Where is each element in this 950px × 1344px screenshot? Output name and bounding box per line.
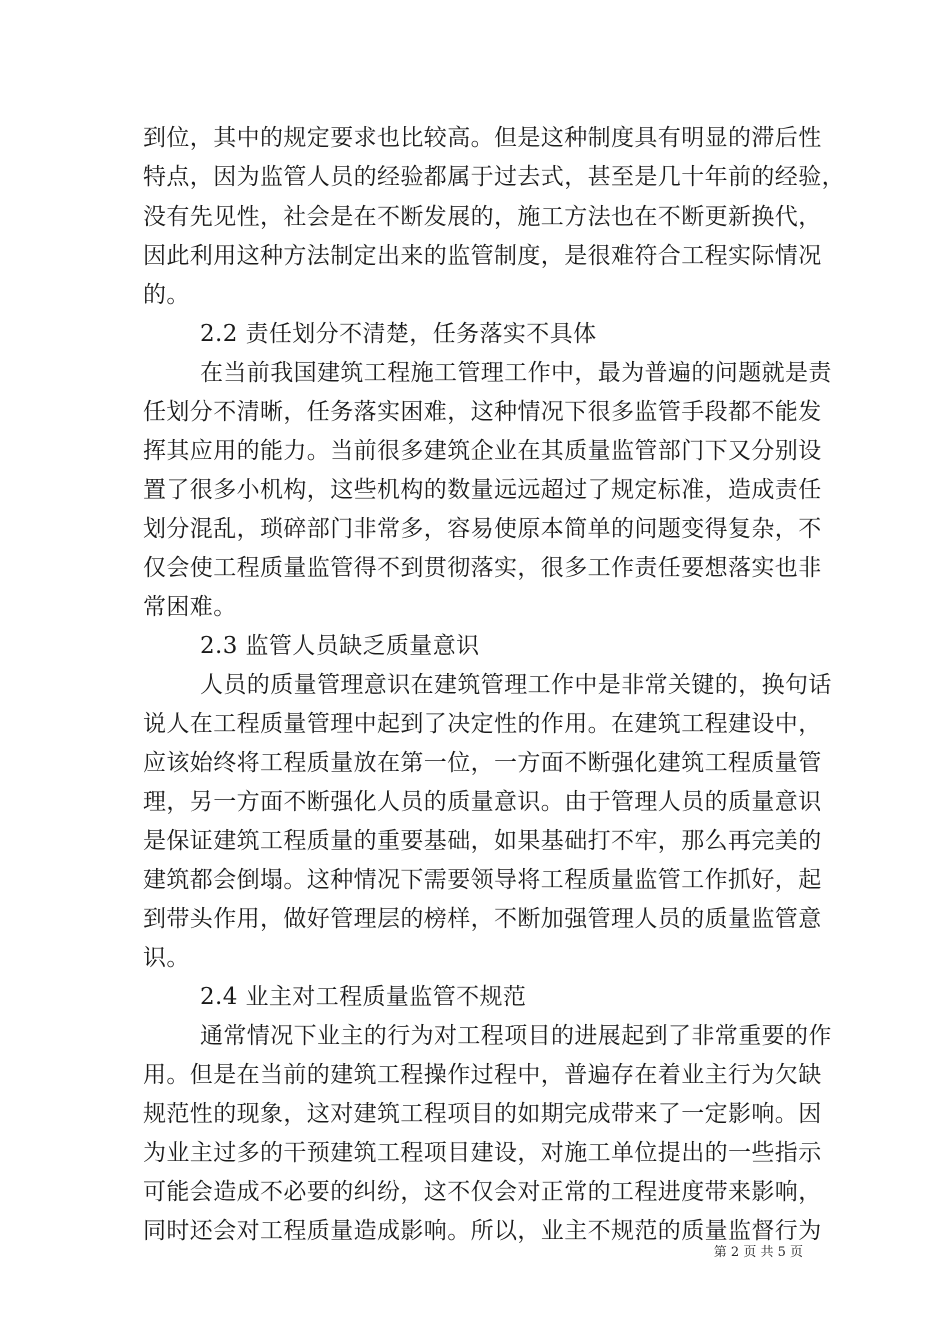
body-text-line: 挥其应用的能力。当前很多建筑企业在其质量监管部门下又分别设: [143, 438, 822, 464]
body-text-line: 的。: [143, 282, 190, 308]
section-heading: 2.3 监管人员缺乏质量意识: [200, 633, 480, 659]
body-text-line: 没有先见性，社会是在不断发展的，施工方法也在不断更新换代，: [143, 204, 822, 230]
body-text-line: 到带头作用，做好管理层的榜样，不断加强管理人员的质量监管意: [143, 906, 822, 932]
body-text-line: 在当前我国建筑工程施工管理工作中，最为普遍的问题就是责: [200, 360, 832, 386]
body-text-line: 任划分不清晰，任务落实困难，这种情况下很多监管手段都不能发: [143, 399, 822, 425]
body-text-line: 应该始终将工程质量放在第一位，一方面不断强化建筑工程质量管: [143, 750, 822, 776]
body-text-line: 用。但是在当前的建筑工程操作过程中，普遍存在着业主行为欠缺: [143, 1062, 822, 1088]
body-text-line: 规范性的现象，这对建筑工程项目的如期完成带来了一定影响。因: [143, 1101, 822, 1127]
body-text-line: 识。: [143, 945, 190, 971]
body-text-line: 因此利用这种方法制定出来的监管制度，是很难符合工程实际情况: [143, 243, 822, 269]
body-text-line: 可能会造成不必要的纠纷，这不仅会对正常的工程进度带来影响，: [143, 1179, 822, 1205]
body-text-line: 划分混乱，琐碎部门非常多，容易使原本简单的问题变得复杂，不: [143, 516, 822, 542]
section-heading: 2.4 业主对工程质量监管不规范: [200, 984, 527, 1010]
body-text-line: 人员的质量管理意识在建筑管理工作中是非常关键的，换句话: [200, 672, 832, 698]
body-text-line: 到位，其中的规定要求也比较高。但是这种制度具有明显的滞后性: [143, 125, 822, 151]
body-text-line: 理，另一方面不断强化人员的质量意识。由于管理人员的质量意识: [143, 789, 822, 815]
section-heading: 2.2 责任划分不清楚，任务落实不具体: [200, 321, 597, 347]
body-text-line: 说人在工程质量管理中起到了决定性的作用。在建筑工程建设中，: [143, 711, 822, 737]
body-text-line: 通常情况下业主的行为对工程项目的进展起到了非常重要的作: [200, 1023, 832, 1049]
body-text-line: 仅会使工程质量监管得不到贯彻落实，很多工作责任要想落实也非: [143, 555, 822, 581]
body-text-line: 为业主过多的干预建筑工程项目建设，对施工单位提出的一些指示: [143, 1140, 822, 1166]
page-number-footer: 第 2 页 共 5 页: [713, 1245, 803, 1260]
body-text-line: 置了很多小机构，这些机构的数量远远超过了规定标准，造成责任: [143, 477, 822, 503]
body-text-line: 同时还会对工程质量造成影响。所以，业主不规范的质量监督行为: [143, 1218, 822, 1244]
body-text-line: 建筑都会倒塌。这种情况下需要领导将工程质量监管工作抓好，起: [143, 867, 822, 893]
body-text-line: 是保证建筑工程质量的重要基础，如果基础打不牢，那么再完美的: [143, 828, 822, 854]
body-text-line: 特点，因为监管人员的经验都属于过去式，甚至是几十年前的经验，: [143, 164, 845, 190]
body-text-line: 常困难。: [143, 594, 237, 620]
